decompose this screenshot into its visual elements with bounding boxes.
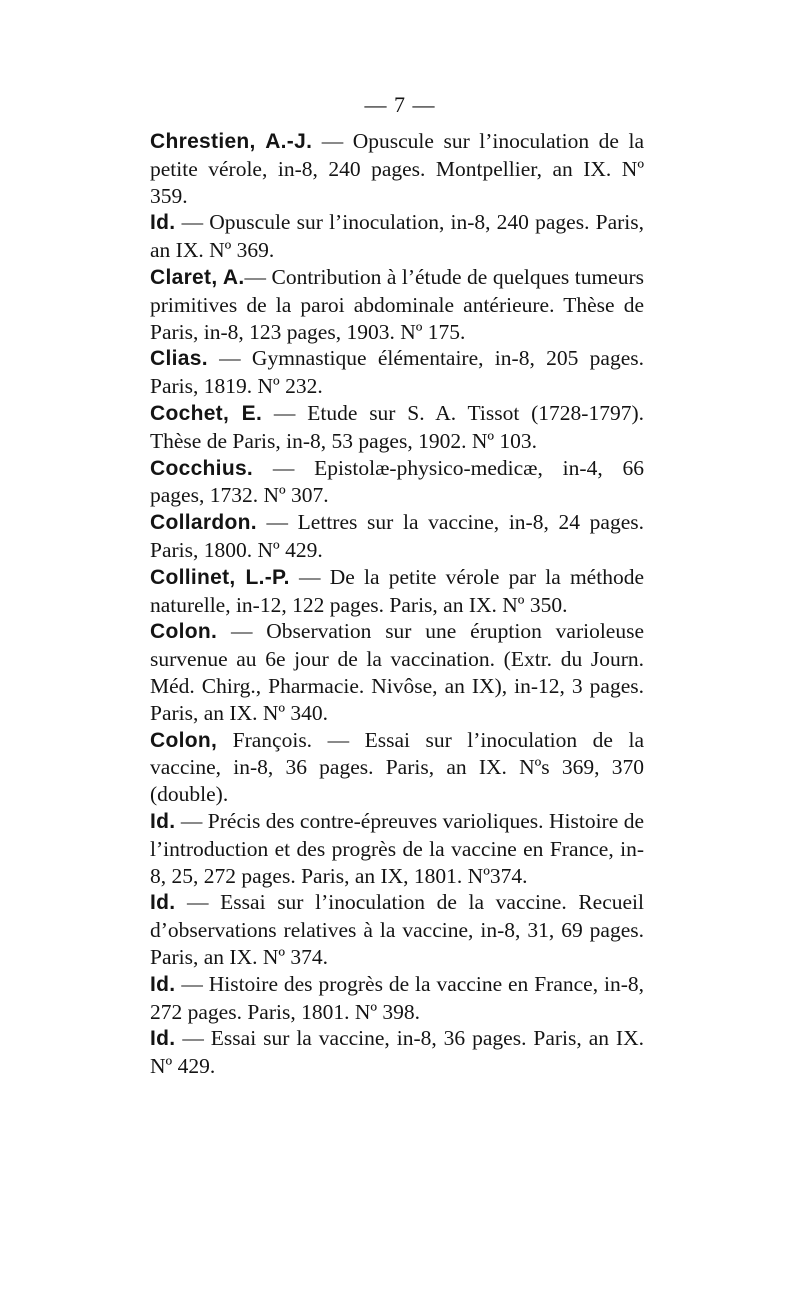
entry-description: François. — Essai sur l’inoculation de la vaccine, in-8, 36 pages. Paris, an IX. Nºs 369, 370 (double). [150,727,644,807]
entry-description: — Lettres sur la vaccine, in-8, 24 pages. Paris, 1800. Nº 429. [150,510,644,562]
entry-author: Colon, [150,728,218,752]
entry-description: — Essai sur l’inoculation de la vaccine. Recueil d’observations relatives à la vaccine, in-8, 31, 69 pages. Paris, an IX. Nº 374. [150,890,644,969]
entry-author: Id. [150,809,176,833]
bibliography-entry [150,345,644,400]
bibliography-entry [150,509,644,564]
entry-author: Collardon. [150,511,257,535]
entry-author: Cochet, E. [150,401,263,425]
entry-description: — Etude sur S. A. Tissot (1728-1797). Thèse de Paris, in-8, 53 pages, 1902. Nº 103. [150,400,645,453]
bibliography-entry [150,618,644,726]
bibliography-entry [150,889,644,970]
entry-description: — Précis des contre-épreuves varioliques. Histoire de l’introduction et des progrès de la vaccine en France, in-8, 25, 272 pages. Paris, an IX, 1801. Nº374. [150,808,644,888]
entry-author: Claret, A. [150,265,245,289]
entry-author: Cocchius. [150,456,254,480]
entry-author: Id. [150,891,176,915]
entry-description: — Gymnastique élémentaire, in-8, 205 pages. Paris, 1819. Nº 232. [150,346,644,399]
bibliography-list [150,128,644,1080]
entry-description: — Epistolæ-physico-medicæ, in-4, 66 pages, 1732. Nº 307. [150,455,644,508]
entry-description: — Essai sur la vaccine, in-8, 36 pages. Paris, an IX. Nº 429. [150,1026,644,1079]
entry-author: Collinet, L.-P. [150,565,290,589]
entry-description: — Histoire des progrès de la vaccine en France, in-8, 272 pages. Paris, 1801. Nº 398. [150,971,644,1024]
entry-description: — Contribution à l’étude de quelques tumeurs primitives de la paroi abdominale antérieure. Thèse de Paris, in-8, 123 pages, 1903. Nº 175. [150,264,644,344]
bibliography-entry [150,400,644,455]
bibliography-entry [150,209,644,264]
bibliography-entry [150,1025,644,1080]
entry-description: — De la petite vérole par la méthode naturelle, in-12, 122 pages. Paris, an IX. Nº 350. [150,564,644,617]
entry-author: Chrestien, A.-J. [150,130,313,153]
bibliography-entry [150,264,644,345]
bibliography-entry [150,455,644,510]
entry-description: — Observation sur une éruption varioleuse survenue au 6e jour de la vaccination. (Extr. du Journ. Méd. Chirg., Pharmacie. Nivôse, an IX), in-12, 3 pages. Paris, an IX. Nº 340. [150,619,644,725]
entry-author: Id. [150,211,176,235]
page-number: — 7 — [364,92,436,117]
entry-author: Id. [150,1027,176,1051]
bibliography-entry [150,564,644,619]
entry-description: — Opuscule sur l’inoculation, in-8, 240 pages. Paris, an IX. Nº 369. [150,210,644,263]
bibliography-entry [150,971,644,1026]
entry-author: Id. [150,972,176,996]
bibliography-entry [150,128,644,209]
bibliography-entry [150,808,644,889]
entry-author: Clias. [150,347,208,371]
bibliography-entry [150,727,644,808]
entry-description: — Opuscule sur l’inoculation de la petite vérole, in-8, 240 pages. Montpellier, an IX. Nº 359. [150,129,644,208]
entry-author: Colon. [150,620,218,644]
